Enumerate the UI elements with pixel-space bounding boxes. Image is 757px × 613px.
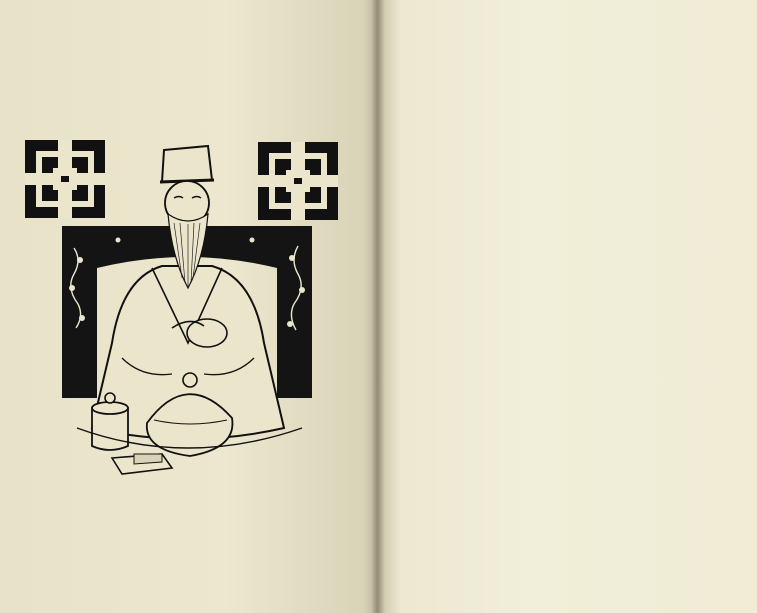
book-gutter <box>371 0 385 613</box>
left-page <box>0 0 378 613</box>
left-lattice-emblem <box>25 140 105 218</box>
sage-illustration <box>22 128 347 500</box>
right-lattice-emblem <box>258 142 338 220</box>
right-page <box>378 0 757 613</box>
